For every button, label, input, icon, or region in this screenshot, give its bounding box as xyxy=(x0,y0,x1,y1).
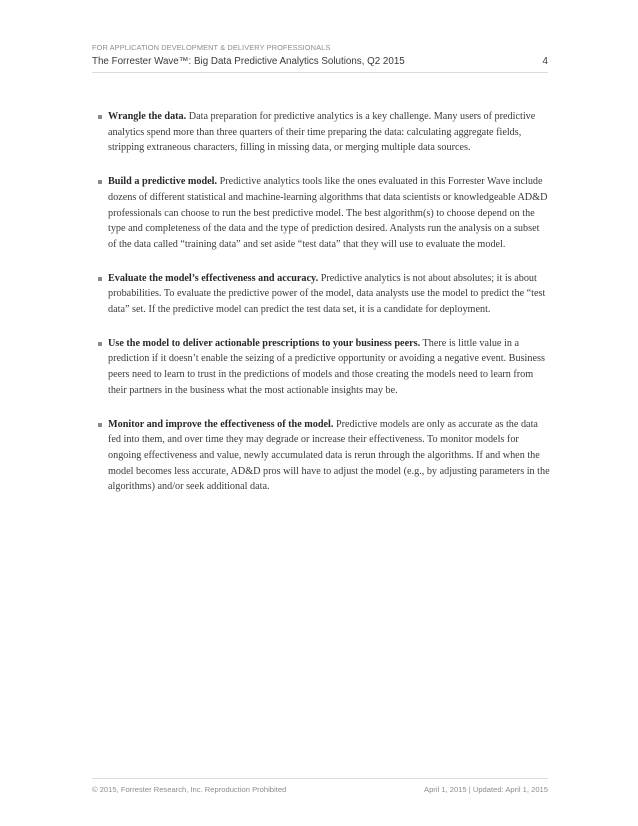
bullet-lead: Monitor and improve the effectiveness of the model. xyxy=(108,418,334,430)
bullet-item-evaluate-model xyxy=(98,271,550,318)
page-header xyxy=(92,43,548,69)
page-footer xyxy=(92,784,548,796)
footer-dates: April 1, 2015 | Updated: April 1, 2015 xyxy=(424,785,548,794)
square-bullet-icon xyxy=(98,277,102,281)
header-divider xyxy=(92,72,548,73)
footer-divider xyxy=(92,778,548,779)
header-kicker: FOR APPLICATION DEVELOPMENT & DELIVERY PROFESSIONALS xyxy=(92,43,331,52)
bullet-text: Predictive analytics tools like the ones evaluated in this Forrester Wave include dozens of different statistical and machine-learning algorithms that data scientists or knowledgeable AD&D professionals can choose to run the best predictive model. The best algorithm(s) to choose depend on the type and completeness of the data and the type of prediction desired. Analysts run the analysis on a subset of the data called “training data” and set aside “test data” that they will use to evaluate the model. xyxy=(108,176,548,250)
square-bullet-icon xyxy=(98,180,102,184)
bullet-lead: Evaluate the model’s effectiveness and accuracy. xyxy=(108,272,319,284)
square-bullet-icon xyxy=(98,423,102,427)
bullet-text: Data preparation for predictive analytics is a key challenge. Many users of predictive analytics spend more than three quarters of their time preparing the data: calculating aggregate fields, stripping extraneous characters, filling in missing data, or merging multiple data sources. xyxy=(108,111,536,154)
bullet-lead: Build a predictive model. xyxy=(108,176,218,188)
report-title: The Forrester Wave™: Big Data Predictive Analytics Solutions, Q2 2015 xyxy=(92,56,405,67)
bullet-list xyxy=(98,109,550,513)
bullet-text: There is little value in a prediction if it doesn’t enable the seizing of a predictive opportunity or avoiding a negative event. Business peers need to learn to trust in the predictions of models and those creating the models need to learn from their partners in the business what the most actionable insights may be. xyxy=(108,337,545,396)
square-bullet-icon xyxy=(98,342,102,346)
bullet-lead: Use the model to deliver actionable prescriptions to your business peers. xyxy=(108,337,421,349)
bullet-text: Predictive analytics is not about absolutes; it is about probabilities. To evaluate the predictive power of the model, data analysts use the model to predict the “test data” set. If the predictive model can predict the test data set, it is a candidate for deployment. xyxy=(108,272,546,316)
bullet-item-wrangle-data xyxy=(98,109,550,156)
header-line xyxy=(92,55,548,69)
bullet-item-use-model xyxy=(98,336,550,399)
bullet-lead: Wrangle the data. xyxy=(108,111,187,122)
bullet-item-build-model xyxy=(98,174,550,253)
square-bullet-icon xyxy=(98,115,102,119)
bullet-item-monitor-model xyxy=(98,417,550,496)
page-number: 4 xyxy=(542,56,548,67)
footer-copyright: © 2015, Forrester Research, Inc. Reproduction Prohibited xyxy=(92,785,287,794)
bullet-text: Predictive models are only as accurate as the data fed into them, and over time they may degrade or increase their effectiveness. To monitor models for ongoing effectiveness and value, newly accumulated data is rerun through the algorithms. If and when the model becomes less accurate, AD&D pros will have to adjust the model (e.g., by adjusting parameters in the algorithms) and/or seek additional data. xyxy=(108,418,550,493)
